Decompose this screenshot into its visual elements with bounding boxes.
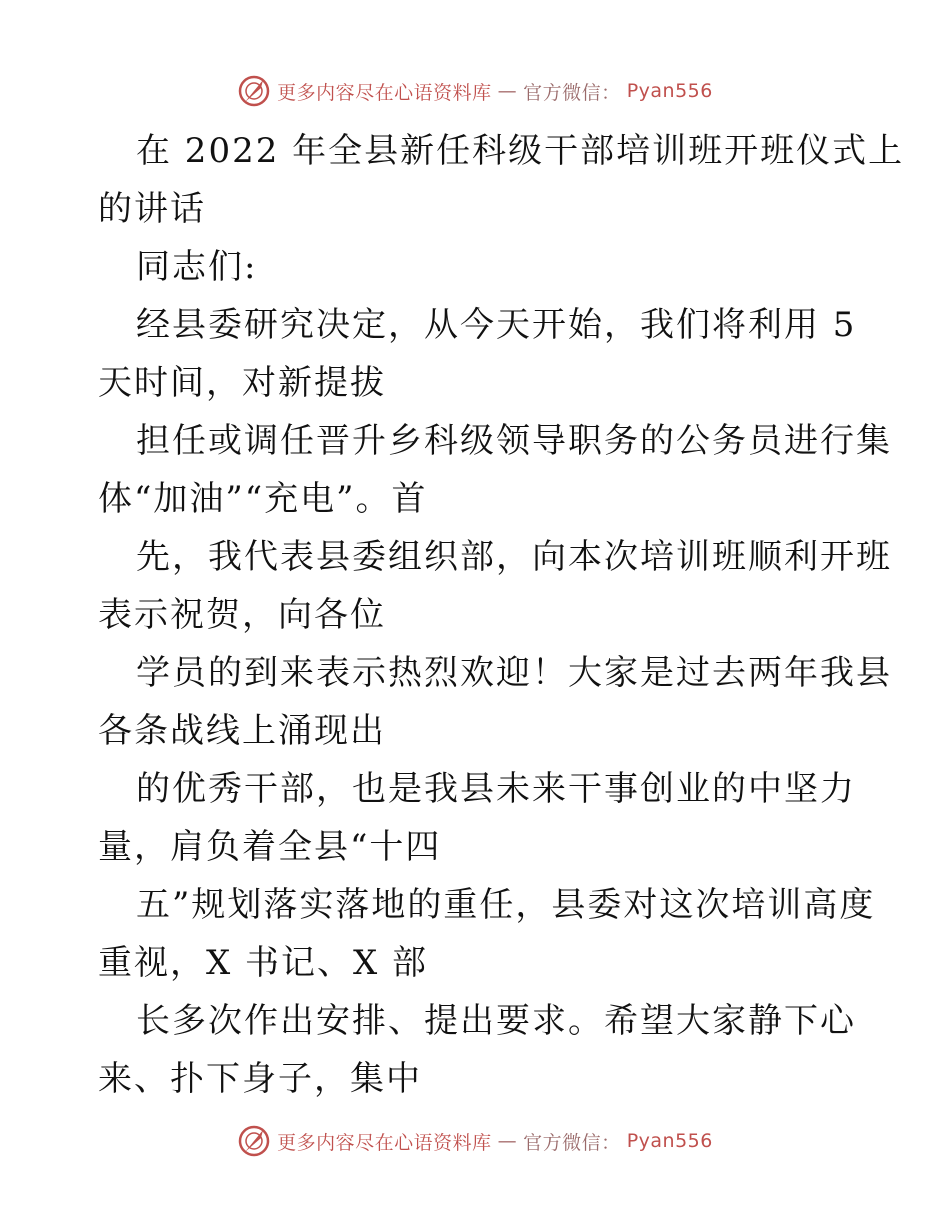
watermark-wechat-label: 官方微信： xyxy=(523,81,621,104)
line-second: 重视，X 书记、X 部 xyxy=(98,943,429,983)
paragraph xyxy=(98,992,858,1108)
watermark-wechat-id: Pyan556 xyxy=(626,1130,713,1152)
line-second: 的讲话 xyxy=(98,189,206,229)
header-watermark xyxy=(0,74,950,108)
line-first: 同志们: xyxy=(136,247,258,287)
line-first: 在 2022 年全县新任科级干部培训班开班仪式上 xyxy=(136,131,905,171)
quill-logo-icon xyxy=(237,74,271,108)
paragraph xyxy=(98,876,876,992)
line-first: 先，我代表县委组织部，向本次培训班顺利开班 xyxy=(136,537,892,577)
paragraph xyxy=(98,412,892,528)
document-body xyxy=(98,122,905,1108)
line-first: 学员的到来表示热烈欢迎！大家是过去两年我县 xyxy=(136,653,892,693)
paragraph-title xyxy=(98,122,905,238)
watermark-main-text: 更多内容尽在心语资料库 xyxy=(277,1131,492,1154)
line-first: 五”规划落实落地的重任，县委对这次培训高度 xyxy=(136,885,876,925)
line-first: 的优秀干部，也是我县未来干事创业的中坚力 xyxy=(136,769,856,809)
line-second: 体“加油”“充电”。首 xyxy=(98,479,428,519)
paragraph xyxy=(98,644,892,760)
watermark-wechat-id: Pyan556 xyxy=(626,80,713,102)
line-second: 来、扑下身子，集中 xyxy=(98,1059,422,1099)
watermark-separator: — xyxy=(497,1130,518,1152)
line-second: 量，肩负着全县“十四 xyxy=(98,827,442,867)
quill-logo-icon xyxy=(237,1124,271,1158)
paragraph xyxy=(98,528,892,644)
watermark-main-text: 更多内容尽在心语资料库 xyxy=(277,81,492,104)
watermark-wechat-label: 官方微信： xyxy=(523,1131,621,1154)
paragraph xyxy=(98,296,858,412)
line-first: 经县委研究决定，从今天开始，我们将利用 5 xyxy=(136,305,857,345)
paragraph-salutation xyxy=(98,238,858,296)
paragraph xyxy=(98,760,858,876)
line-second: 各条战线上涌现出 xyxy=(98,711,386,751)
watermark-separator: — xyxy=(497,80,518,102)
line-first: 长多次作出安排、提出要求。希望大家静下心 xyxy=(136,1001,856,1041)
line-second: 表示祝贺，向各位 xyxy=(98,595,386,635)
line-second: 天时间，对新提拔 xyxy=(98,363,386,403)
footer-watermark xyxy=(0,1124,950,1158)
line-first: 担任或调任晋升乡科级领导职务的公务员进行集 xyxy=(136,421,892,461)
